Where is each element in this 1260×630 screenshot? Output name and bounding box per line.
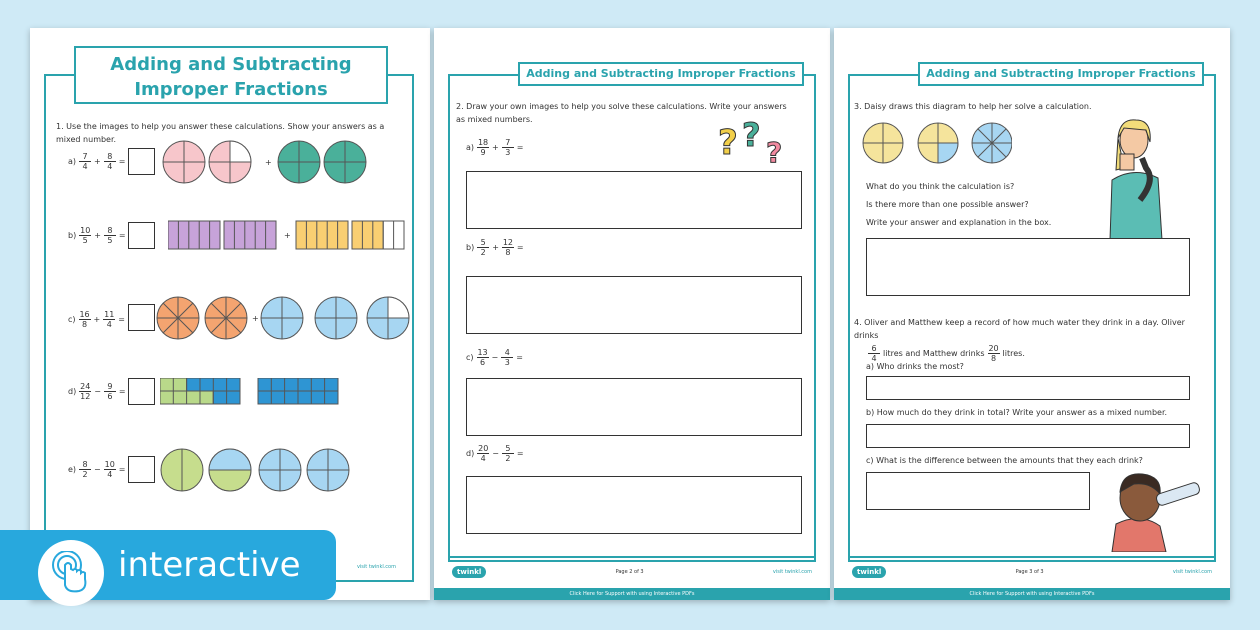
fraction: $\frac{7}{3}$ [502,138,514,157]
fraction: $\frac{13}{6}$ [477,348,488,367]
fraction-images-a [162,140,372,186]
operator: − [94,387,101,396]
operator: − [94,465,101,474]
worksheet-page-3 [834,28,1230,600]
page-2-footer [450,556,814,586]
item-d-calc [68,382,126,401]
footer-link[interactable]: visit twinkl.com [772,569,812,575]
fraction: $\frac{5}{2}$ [502,444,514,463]
operator: + [93,315,101,324]
page-number: Page 3 of 3 [1015,569,1044,575]
answer-box-4a[interactable] [866,376,1190,400]
equals-sign: = [118,231,126,240]
item-2c-calc: c) $\frac{13}{6}$ − $\frac{4}{3}$ = [466,348,523,367]
fraction: $\frac{10}{4}$ [104,460,115,479]
item-letter: b) [68,231,77,240]
item-letter: d) [68,387,77,396]
question-3b: Is there more than one possible answer? [866,200,1029,209]
answer-box-e[interactable] [128,456,155,483]
title-line-1: Adding and Subtracting [110,54,352,75]
fraction-images-d [160,378,370,406]
support-link[interactable]: Click Here for Support with using Interactive PDFs [434,588,830,600]
twinkl-logo: twinkl [452,566,486,578]
worksheet-page-1 [30,28,430,600]
page-1-title [74,46,388,104]
equals-sign: = [118,387,126,396]
fraction: $\frac{5}{2}$ [477,238,489,257]
title-line-2: Improper Fractions [134,79,328,100]
twinkl-logo: twinkl [852,566,886,578]
plus-sign: + [265,158,272,167]
item-2a-calc: a) $\frac{18}{9}$ + $\frac{7}{3}$ = [466,138,524,157]
tap-hand-icon [38,540,104,606]
answer-box-4b[interactable] [866,424,1190,448]
fraction: $\frac{8}{5}$ [104,226,116,245]
fraction: $\frac{11}{4}$ [104,310,115,329]
item-2b-calc: b) $\frac{5}{2}$ + $\frac{12}{8}$ = [466,238,524,257]
fraction: $\frac{12}{8}$ [502,238,513,257]
page-3-title: Adding and Subtracting Improper Fractions [918,62,1204,86]
interactive-label: interactive [118,545,301,585]
operator: + [94,231,101,240]
item-b-calc [68,226,126,245]
item-letter: c) [68,315,76,324]
boy-drinking-illustration [1104,468,1208,552]
operator: + [94,157,101,166]
fraction-images-e [160,448,370,494]
item-a-calc [68,152,125,171]
item-c-calc [68,310,125,329]
fraction: $\frac{24}{12}$ [80,382,91,401]
question-4-text: 4. Oliver and Matthew keep a record of how much water they drink in a day. Oliver drinks $\frac{6}{4}$ litres and Matthew drinks $\frac{20}{8}$ litres. [854,318,1185,363]
support-link[interactable]: Click Here for Support with using Interactive PDFs [834,588,1230,600]
footer-link[interactable]: visit twinkl.com [1172,569,1212,575]
answer-box-d[interactable] [128,378,155,405]
item-e-calc [68,460,125,479]
fraction: $\frac{7}{4}$ [79,152,91,171]
svg-text:?: ? [766,136,783,166]
question-4c: c) What is the difference between the amounts that they each drink? [866,456,1143,465]
page-3-footer [850,556,1214,586]
fraction: $\frac{20}{8}$ [988,344,999,363]
item-2d-calc: d) $\frac{20}{4}$ − $\frac{5}{2}$ = [466,444,524,463]
answer-box-4c[interactable] [866,472,1090,510]
answer-box-2d[interactable] [466,476,802,534]
daisy-diagram [862,122,1012,166]
equals-sign: = [118,465,126,474]
fraction: $\frac{10}{5}$ [80,226,91,245]
girl-thinking-illustration [1096,110,1176,240]
question-3-text: 3. Daisy draws this diagram to help her solve a calculation. [854,102,1092,111]
fraction: $\frac{9}{6}$ [104,382,116,401]
fraction-images-b [168,220,412,250]
fraction-images-c [156,296,412,342]
answer-box-2a[interactable] [466,171,802,229]
question-2-text: 2. Draw your own images to help you solve these calculations. Write your answers as mixed numbers. [456,102,787,124]
fraction: $\frac{6}{4}$ [868,344,880,363]
page-2-title: Adding and Subtracting Improper Fractions [518,62,804,86]
question-marks-icon [716,116,796,166]
answer-box-2c[interactable] [466,378,802,436]
fraction: $\frac{16}{8}$ [79,310,90,329]
footer-link[interactable]: visit twinkl.com [356,564,396,570]
equals-sign: = [118,157,126,166]
question-3a: What do you think the calculation is? [866,182,1015,191]
answer-box-3[interactable] [866,238,1190,296]
answer-box-c[interactable] [128,304,155,331]
question-3c: Write your answer and explanation in the box. [866,218,1052,227]
fraction: $\frac{4}{3}$ [501,348,513,367]
fraction: $\frac{20}{4}$ [478,444,489,463]
plus-sign: + [252,314,259,323]
interactive-badge [0,530,336,600]
worksheet-page-2 [434,28,830,600]
equals-sign: = [118,315,125,324]
svg-text:?: ? [742,116,761,154]
question-1-text: 1. Use the images to help you answer these calculations. Show your answers as a mixed number. [56,122,385,144]
fraction: $\frac{18}{9}$ [477,138,489,157]
answer-box-2b[interactable] [466,276,802,334]
item-letter: a) [68,157,77,166]
fraction: $\frac{8}{2}$ [79,460,91,479]
svg-text:?: ? [718,123,738,163]
answer-box-a[interactable] [128,148,155,175]
question-4b: b) How much do they drink in total? Write your answer as a mixed number. [866,408,1168,417]
fraction: $\frac{8}{4}$ [104,152,116,171]
item-letter: e) [68,465,77,474]
question-4a: a) Who drinks the most? [866,362,964,371]
plus-sign: + [284,231,291,240]
answer-box-b[interactable] [128,222,155,249]
page-number: Page 2 of 3 [615,569,644,575]
